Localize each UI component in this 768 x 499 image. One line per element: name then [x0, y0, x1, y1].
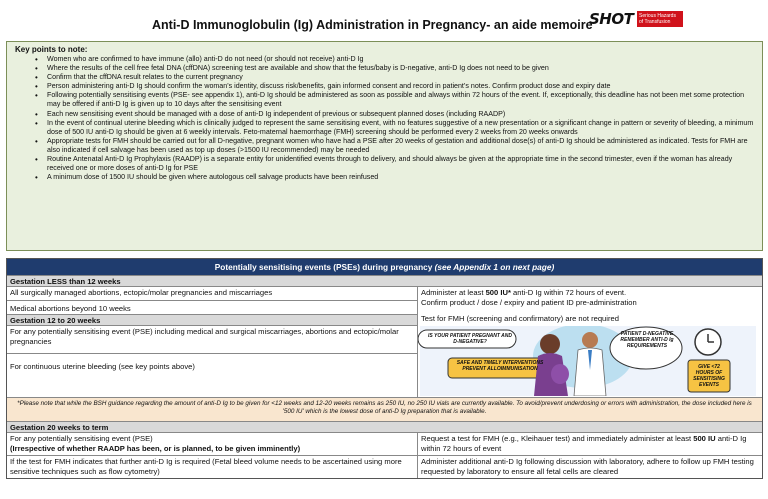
section-20-weeks-to-term: Gestation 20 weeks to term	[7, 421, 762, 432]
s2-row2-left: For continuous uterine bleeding (see key points above)	[7, 353, 417, 397]
s3-row1-right-dose: 500 IU	[693, 434, 716, 443]
header	[0, 0, 768, 40]
logo-tagline: Serious Hazards of Transfusion	[637, 11, 683, 27]
bubble-give-72-hours: GIVE <72 HOURS OF SENSITISING EVENTS	[693, 364, 725, 388]
key-points-box	[6, 41, 763, 251]
section1-left	[7, 287, 418, 314]
s1-right-line3: Test for FMH (screening and confirmatory) are not required	[421, 314, 619, 323]
s3-row1-right	[418, 433, 762, 455]
s3-row1-left	[7, 433, 418, 455]
pse-table	[6, 258, 763, 479]
key-point-item: • Confirm that the cffDNA result relates to the current pregnancy	[15, 73, 754, 82]
key-point-item: • Where the results of the cell free fetal DNA (cffDNA) screening test are available and show that the fetus/baby is D-negative, anti-D Ig does not need to be given	[15, 64, 754, 73]
key-points-heading: Key points to note:	[15, 45, 88, 54]
section2-block	[7, 314, 762, 397]
table-title-main: Potentially sensitising events (PSEs) during pregnancy	[214, 262, 435, 272]
s3-row1	[7, 432, 762, 455]
s1-right-dose: 500 IU*	[485, 288, 511, 297]
section-under-12-weeks: Gestation LESS than 12 weeks	[7, 275, 762, 286]
s1-right-post: anti-D Ig within 72 hours of event.	[510, 288, 627, 297]
section2-right	[418, 314, 762, 397]
s3-row1-right-pre: Request a test for FMH (e.g., Kleihauer test) and immediately administer at least	[421, 434, 694, 443]
s3-row1-right-post: anti-D Ig within 72 hours of event	[421, 434, 747, 453]
dose-note: *Please note that while the BSH guidance regarding the amount of anti-D Ig to be given for <12 weeks and 12-20 weeks remains as 250 IU, no 250 IU vials are currently available. To avoid/prevent underdosing or errors with administration, the dose included here is '500 IU' which is the lowest dose of anti-D Ig preparation that is available.	[7, 397, 762, 421]
s2-row1-left: For any potentially sensitising event (PSE) including medical and surgical miscarriages, abortions and ectopic/molar pregnancies	[7, 325, 417, 353]
bubble-safe-interventions: SAFE AND TIMELY INTERVENTIONS PREVENT ALLOIMMUNISATION	[456, 360, 544, 372]
section-12-to-20-weeks: Gestation 12 to 20 weeks	[7, 314, 417, 325]
key-point-item: • Women who are confirmed to have immune (allo) anti-D do not need (or should not receive) anti-D Ig	[15, 55, 754, 64]
table-title	[7, 259, 762, 275]
key-point-item: • In the event of continual uterine bleeding which is clinically judged to represent the same sensitising event, with no features suggestive of a new presentation or a significant change in pattern or severity of bleeding, a minimum dose of 500 IU anti-D Ig should be given at 6 weekly intervals. Feto-maternal haemorrhage (FMH) screening should be performed every 2 weeks from 20 weeks onwards	[15, 119, 754, 137]
s3-row2-right: Administer additional anti-D Ig following discussion with laboratory, adhere to follow up FMH testing requested by laboratory to ensure all fetal cells are cleared	[421, 457, 754, 476]
s1-right-line1	[421, 288, 759, 298]
key-point-item: • Appropriate tests for FMH should be carried out for all D-negative, pregnant women who have had a PSE after 20 weeks of gestation and additional dose(s) of anti-D Ig should be administered as indicated. Tests for FMH are also indicated if cell salvage has been used as top up doses (>1500 IU recommended) may be needed	[15, 137, 754, 155]
key-point-item: • Person administering anti-D Ig should confirm the woman’s identity, discuss risk/benefits, gain informed consent and record in patient’s notes. Confirm product dose and expiry date	[15, 82, 754, 91]
key-point-item: • Routine Antenatal Anti-D Ig Prophylaxis (RAADP) is a separate entity for unidentified events through to delivery, and should always be given at the appropriate time in the second trimester, even if the woman has already received one or more doses of anti-D Ig for PSE	[15, 155, 754, 173]
s3-row2-left: If the test for FMH indicates that further anti-D Ig is required (Fetal bleed volume needs to be ascertained using more sensitive techniques such as flow cytometry)	[7, 456, 418, 478]
section1-rows	[7, 286, 762, 314]
s3-row1-left-line1: For any potentially sensitising event (PSE)	[10, 434, 153, 443]
s1-right-pre: Administer at least	[421, 288, 486, 297]
key-point-item: • Each new sensitising event should be managed with a dose of anti-D Ig independent of previous or subsequent planned doses (including RAADP)	[15, 110, 754, 119]
bubble-pregnant-question: IS YOUR PATIENT PREGNANT AND D-NEGATIVE?	[428, 333, 512, 345]
s1-row1-left: All surgically managed abortions, ectopic/molar pregnancies and miscarriages	[10, 288, 273, 297]
logo-word: SHOT	[589, 10, 634, 28]
bubble-remember-anti-d: PATIENT D-NEGATIVE REMEMBER ANTI-D Ig REQUIREMENTS	[620, 331, 674, 349]
key-point-item: • A minimum dose of 1500 IU should be given where autologous cell salvage products have been reinfused	[15, 173, 754, 182]
key-point-item: • Following potentially sensitising events (PSE- see appendix 1), anti-D Ig should be administered as soon as possible and always within 72 hours of the event. If, exceptionally, this deadline has not been met some protection may be offered if anti-D Ig is given up to 10 days after the sensitising event	[15, 91, 754, 109]
key-points-list	[15, 55, 754, 182]
section2-left	[7, 314, 418, 397]
s1-right-line2: Confirm product / dose / expiry and patient ID pre-administration	[421, 298, 637, 307]
table-title-appendix: (see Appendix 1 on next page)	[434, 262, 555, 272]
section1-right	[418, 287, 762, 314]
s3-row1-left-line2: (Irrespective of whether RAADP has been, or is planned, to be given imminently)	[10, 444, 301, 453]
s1-row2-left: Medical abortions beyond 10 weeks	[7, 300, 417, 314]
s3-row2	[7, 455, 762, 478]
page-title: Anti-D Immunoglobulin (Ig) Administration in Pregnancy- an aide memoire	[152, 18, 593, 32]
